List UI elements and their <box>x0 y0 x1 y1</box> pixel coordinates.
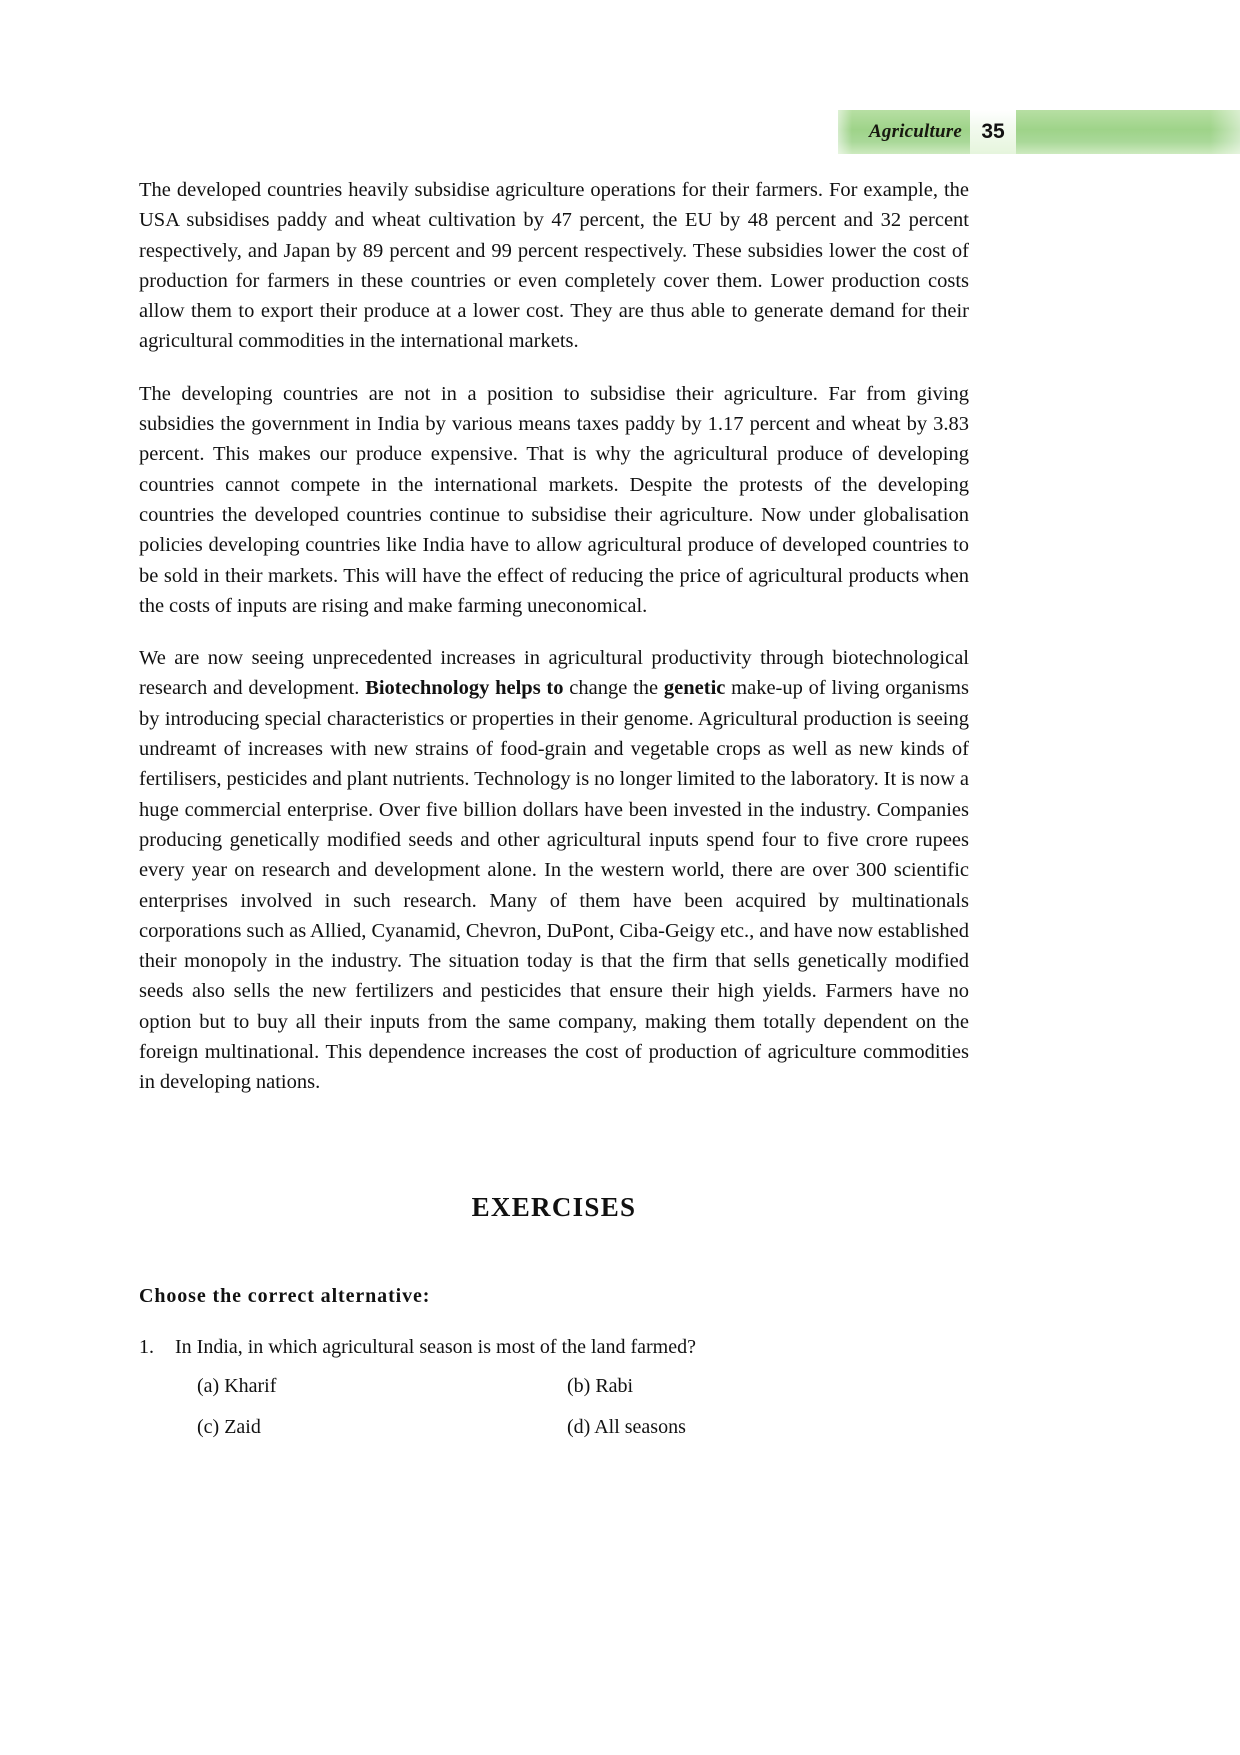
emphasis-biotechnology-helps-to: Biotechnology helps to <box>365 677 564 700</box>
chapter-title: Agriculture <box>869 121 962 142</box>
option-c[interactable]: (c) Zaid <box>197 1415 261 1438</box>
option-d[interactable]: (d) All seasons <box>567 1415 686 1438</box>
exercises-heading: EXERCISES <box>471 1191 637 1222</box>
exercises-instruction: Choose the correct alternative: <box>139 1284 431 1307</box>
paragraph-text: make-up of living organisms by introducing special characteristics or properties in their genome. Agricultural production is seeing undreamt of increases with new strains of food-grain and vegetable crops as well as new kinds of fertilisers, pesticides and plant nutrients. Technology is no longer limited to the laboratory. It is now a huge commercial enterprise. Over five billion dollars have been invested in the industry. Companies producing genetically modified seeds and other agricultural inputs spend four to five crore rupees every year on research and development alone. In the western world, there are over 300 scientific enterprises involved in such research. Many of them have been acquired by multinationals corporations such as Allied, Cyanamid, Chevron, DuPont, Ciba-Geigy etc., and have now established their monopoly in the industry. The situation today is that the firm that sells genetically modified seeds also sells the new fertilizers and pesticides that ensure their high yields. Farmers have no option but to buy all their inputs from the same company, making them totally dependent on the foreign multinational. This dependence increases the cost of production of agriculture commodities in developing nations. <box>139 677 969 1094</box>
option-a[interactable]: (a) Kharif <box>197 1374 277 1397</box>
paragraph-text: The developed countries heavily subsidise agriculture operations for their farmers. For example, the USA subsidises paddy and wheat cultivation by 47 percent, the EU by 48 percent and 32 percent respectively, and Japan by 89 percent and 99 percent respectively. These subsidies lower the cost of production for farmers in these countries or even completely cover them. Lower production costs allow them to export their produce at a lower cost. They are thus able to generate demand for their agricultural commodities in the international markets. <box>139 179 969 353</box>
question-1 <box>139 1308 969 1359</box>
question-1-options <box>139 1359 969 1439</box>
paragraph-biotechnology <box>139 643 969 1097</box>
ribbon-tail <box>1016 110 1240 154</box>
paragraph-subsidies <box>139 175 969 357</box>
question-number: 1. <box>139 1335 154 1358</box>
question-text: In India, in which agricultural season is most of the land farmed? <box>175 1335 696 1358</box>
page-number: 35 <box>981 120 1005 143</box>
paragraph-text: The developing countries are not in a position to subsidise their agriculture. Far from giving subsidies the government in India by various means taxes paddy by 1.17 percent and wheat by 3.83 percent. This makes our produce expensive. That is why the agricultural produce of developing countries cannot compete in the international markets. Despite the protests of the developing countries the developed countries continue to subsidise their agriculture. Now under globalisation policies developing countries like India have to allow agricultural produce of developed countries to be sold in their markets. This will have the effect of reducing the price of agricultural products when the costs of inputs are rising and make farming uneconomical. <box>139 382 969 617</box>
chapter-title-banner <box>838 110 970 154</box>
option-row <box>197 1398 969 1439</box>
paragraph-text: We are now seeing unprecedented increases in agricultural productivity through biotechnological research and development. <box>139 647 969 700</box>
option-row <box>197 1375 969 1398</box>
option-b[interactable]: (b) Rabi <box>567 1374 634 1397</box>
emphasis-genetic: genetic <box>663 677 726 700</box>
page-header-ribbon <box>838 110 1240 154</box>
paragraph-text: change the <box>563 677 664 700</box>
paragraph-developing-countries <box>139 379 969 621</box>
page-content <box>139 175 969 1439</box>
page-number-holder <box>970 110 1016 154</box>
